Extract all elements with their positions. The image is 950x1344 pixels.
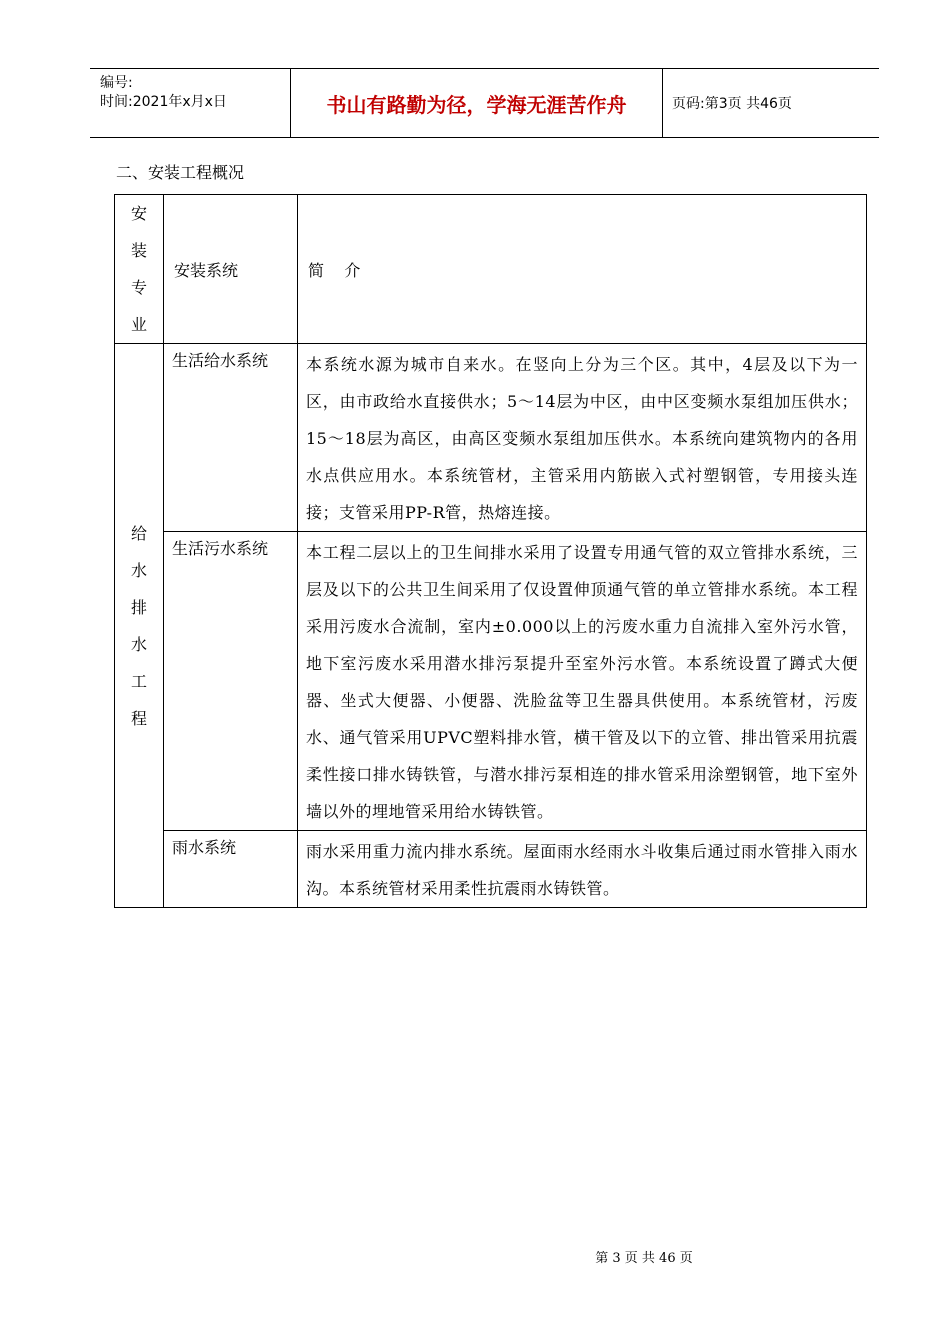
system-description: 雨水采用重力流内排水系统。屋面雨水经雨水斗收集后通过雨水管排入雨水沟。本系统管材采用柔性抗震雨水铸铁管。 [298,831,867,908]
page-header [90,68,879,138]
table-header-row [115,195,867,344]
table-row [115,831,867,908]
page-footer: 第 3 页 共 46 页 [595,1251,693,1266]
group-water-supply-drainage [115,344,164,908]
section-title: 二、安装工程概况 [116,163,245,182]
header-system: 安装系统 [164,195,298,344]
specialty-label: 安 装 专 业 [130,204,147,334]
motto: 书山有路勤为径，学海无涯苦作舟 [291,69,663,137]
system-name: 生活给水系统 [164,344,298,532]
number-label: 编号: [100,75,133,91]
group-label: 给 水 排 水 工 程 [130,523,147,728]
system-name: 生活污水系统 [164,532,298,831]
system-description: 本工程二层以上的卫生间排水采用了设置专用通气管的双立管排水系统，三层及以下的公共卫生间采用了仅设置伸顶通气管的单立管排水系统。本工程采用污废水合流制，室内±0.000以上的污废水重力自流排入室外污水管，地下室污废水采用潜水排污泵提升至室外污水管。本系统设置了蹲式大便器、坐式大便器、小便器、洗脸盆等卫生器具供使用。本系统管材，污废水、通气管采用UPVC塑料排水管，横干管及以下的立管、排出管采用抗震柔性接口排水铸铁管，与潜水排污泵相连的排水管采用涂塑钢管，地下室外墙以外的埋地管采用给水铸铁管。 [298,532,867,831]
header-intro: 简 介 [298,195,867,344]
table-row [115,344,867,532]
header-meta [90,69,291,137]
time-label: 时间:2021年x月x日 [100,94,227,110]
header-specialty [115,195,164,344]
table-row [115,532,867,831]
install-overview-table [114,194,867,908]
page-info: 页码:第3页 共46页 [672,96,792,112]
system-description: 本系统水源为城市自来水。在竖向上分为三个区。其中，4层及以下为一区，由市政给水直接供水；5～14层为中区，由中区变频水泵组加压供水；15～18层为高区，由高区变频水泵组加压供水。本系统向建筑物内的各用水点供应用水。本系统管材，主管采用内筋嵌入式衬塑钢管，专用接头连接；支管采用PP-R管，热熔连接。 [298,344,867,532]
system-name: 雨水系统 [164,831,298,908]
